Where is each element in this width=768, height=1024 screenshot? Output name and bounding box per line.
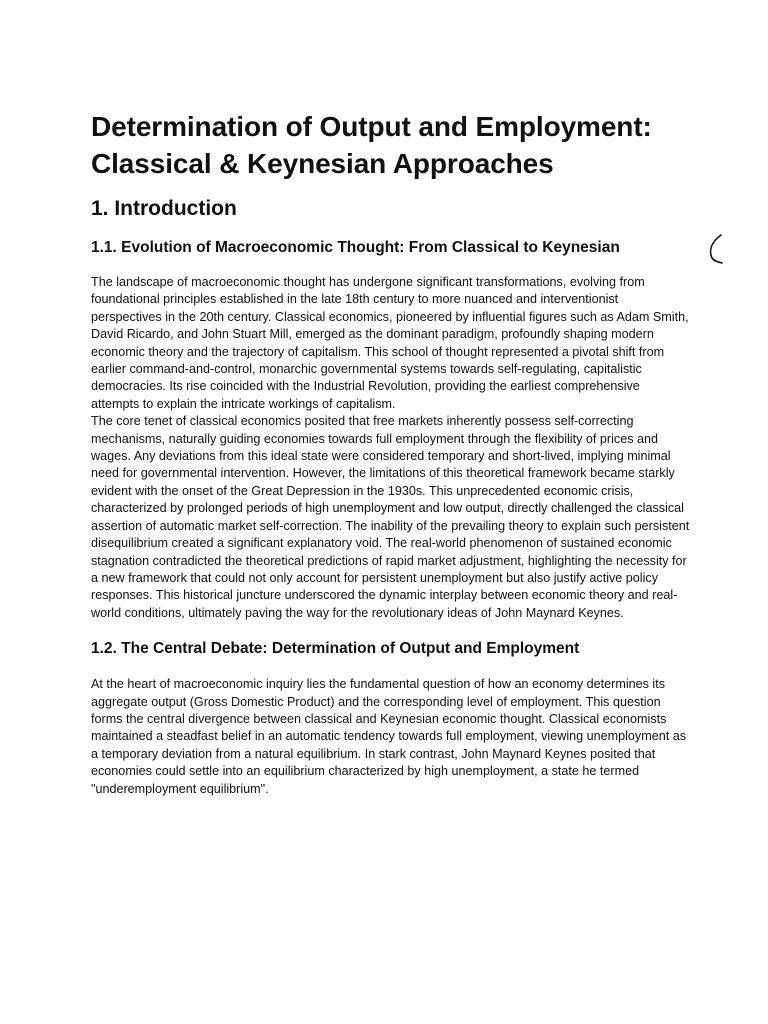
paragraph: At the heart of macroeconomic inquiry lies the fundamental question of how an economy determines its aggregate output (Gross Domestic Product) and the corresponding level of employment. This question forms the central divergence between classical and Keynesian economic thought. Classical economists maintained a steadfast belief in an automatic tendency towards full employment, viewing unemployment as a temporary deviation from a natural equilibrium. In stark contrast, John Maynard Keynes posited that economies could settle into an equilibrium characterized by high unemployment, a state he termed "underemployment equilibrium".	[91, 677, 687, 796]
paragraph: The core tenet of classical economics posited that free markets inherently possess self-correcting mechanisms, naturally guiding economies towards full employment through the flexibility of prices and wages. Any deviations from this ideal state were considered temporary and short-lived, implying minimal need for governmental intervention. However, the limitations of this theoretical framework became starkly evident with the onset of the Great Depression in the 1930s. This unprecedented economic crisis, characterized by prolonged periods of high unemployment and low output, directly challenged the classical assertion of automatic market self-correction. The inability of the prevailing theory to explain such persistent disequilibrium created a significant explanatory void. The real-world phenomenon of sustained economic stagnation contradicted the theoretical predictions of rapid market adjustment, highlighting the necessity for a new framework that could not only account for persistent unemployment but also justify active policy responses. This historical juncture underscored the dynamic interplay between economic theory and real-world conditions, ultimately paving the way for the revolutionary ideas of John Maynard Keynes.	[91, 414, 690, 620]
subsection-heading-evolution: 1.1. Evolution of Macroeconomic Thought: From Classical to Keynesian	[91, 239, 620, 256]
document-title: Determination of Output and Employment: Classical & Keynesian Approaches	[91, 111, 652, 179]
subsection-body-evolution	[91, 274, 691, 622]
document-page	[91, 108, 691, 798]
section-heading-introduction: 1. Introduction	[91, 197, 237, 220]
paragraph: The landscape of macroeconomic thought has undergone significant transformations, evolving from foundational principles established in the late 18th century to more nuanced and interventionist perspectives in the 20th century. Classical economics, pioneered by influential figures such as Adam Smith, David Ricardo, and John Stuart Mill, emerged as the dominant paradigm, profoundly shaping modern economic theory and the trajectory of capitalism. This school of thought represented a pivotal shift from earlier command-and-control, monarchic governmental systems towards self-regulating, capitalistic democracies. Its rise coincided with the Industrial Revolution, providing the earliest comprehensive attempts to explain the intricate workings of capitalism.	[91, 275, 689, 411]
subsection-heading-central-debate: 1.2. The Central Debate: Determination of Output and Employment	[91, 640, 580, 658]
handwritten-mark-icon	[704, 232, 728, 266]
subsection-body-central-debate	[91, 676, 691, 798]
